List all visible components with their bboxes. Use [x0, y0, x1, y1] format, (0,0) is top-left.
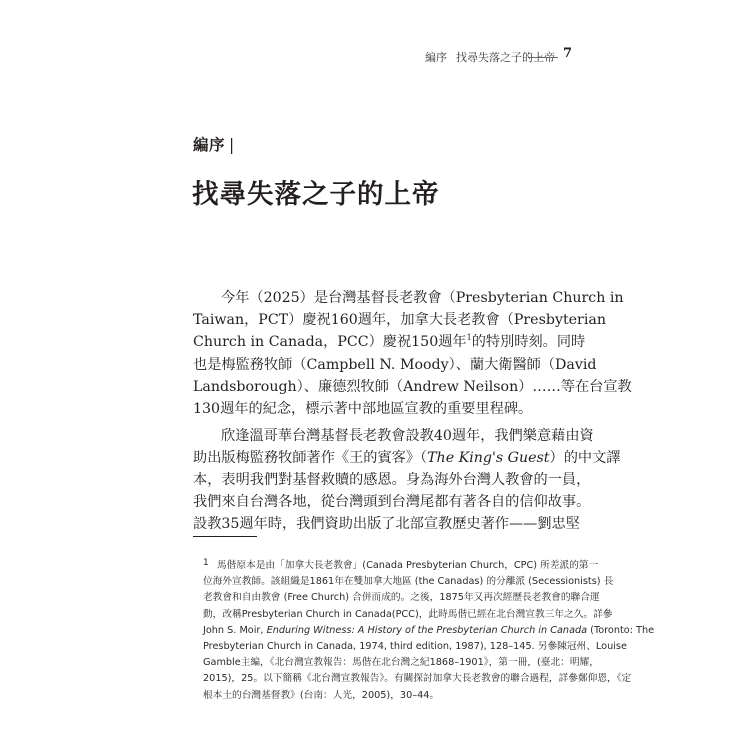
body-line: 本，表明我們對基督救贖的感恩。身為海外台灣人教會的一員，: [193, 472, 591, 488]
footnote-line: Gamble主編，《北台灣宣教報告：馬偕在北台灣之紀1868–1901》，第一冊，(臺北：明耀，: [203, 657, 599, 669]
footnote-line: 位海外宣教師。該組織是1861年在雙加拿大地區 (the Canadas) 的分離派 (Secessionists) 長: [203, 576, 614, 588]
body-line: [193, 447, 621, 469]
body-line: 130週年的紀念，標示著中部地區宣教的重要里程碑。: [193, 400, 533, 417]
body-line: 今年（2025）是台灣基督長老教會（Presbyterian Church in: [221, 290, 624, 306]
footnote-line: [203, 623, 655, 639]
footnote-book-title: Enduring Witness: A History of the Presbyterian Church in Canada: [266, 624, 588, 636]
running-header: [410, 46, 580, 64]
body-line: 設教35週年時，我們資助出版了北部宣教歷史著作——劉忠堅: [193, 516, 580, 533]
footnote: [203, 558, 655, 704]
body-line: Landsborough）、廉德烈牧師（Andrew Neilson）……等在台宣教: [193, 378, 632, 395]
body-line: 欣逢溫哥華台灣基督長老教會設教40週年，我們樂意藉由資: [221, 427, 594, 444]
section-label-bar: |: [229, 136, 235, 154]
footnote-number: 1: [203, 558, 209, 568]
body-line-text: 助出版梅監務牧師著作《王的賓客》（: [193, 449, 428, 466]
footnote-line: 2015)，25。以下簡稱《北台灣宣教報告》。有關探討加拿大長老教會的聯合過程，詳參鄭仰恩，《定: [203, 673, 632, 685]
body-line: 我們來自台灣各地，從台灣頭到台灣尾都有著各自的信仰故事。: [193, 494, 591, 511]
body-line-text: Church in Canada，PCC）慶祝150週年: [193, 334, 467, 351]
section-label: [193, 133, 235, 155]
footnote-line: Presbyterian Church in Canada, 1974, third edition, 1987), 128–145. 另參陳冠州、Louise: [203, 640, 627, 652]
section-label-text: 編序: [193, 135, 226, 154]
chapter-title: 找尋失落之子的上帝: [192, 179, 440, 210]
book-title-italic: The King's Guest: [427, 449, 550, 466]
body-line: 也是梅監務牧師（Campbell N. Moody）、蘭大衛醫師（David: [193, 356, 597, 373]
body-line: Taiwan，PCT）慶祝160週年，加拿大長老教會（Presbyterian: [193, 312, 606, 329]
page-number: 7: [563, 46, 573, 61]
header-chapter-title: 找尋失落之子的上帝: [456, 51, 555, 64]
body-line-text: ）的中文譯: [549, 449, 621, 466]
footnote-line-text: (Toronto: The: [587, 624, 655, 636]
header-rule: [528, 57, 558, 58]
footnote-divider: [193, 536, 257, 537]
footnote-line-text: John S. Moir,: [203, 624, 264, 636]
footnote-line: 馬偕原本是由「加拿大長老教會」(Canada Presbyterian Church，CPC) 所差派的第一: [217, 560, 599, 571]
footnote-line: 動，改稱Presbyterian Church in Canada(PCC)，此時馬偕已經在北台灣宣教三年之久。詳參: [203, 608, 613, 620]
body-line-text: 的特別時刻。同時: [471, 334, 586, 351]
body-text: [193, 287, 632, 536]
body-line: [193, 331, 586, 353]
header-section-label: 編序: [425, 51, 447, 64]
footnote-line: 根本土的台灣基督教》(台南：人光，2005)，30–44。: [203, 689, 440, 701]
footnote-ref[interactable]: 1: [466, 333, 472, 343]
footnote-line: 老教會和自由教會 (Free Church) 合併而成的。之後，1875年又再次經歷長老教會的聯合運: [203, 592, 600, 604]
